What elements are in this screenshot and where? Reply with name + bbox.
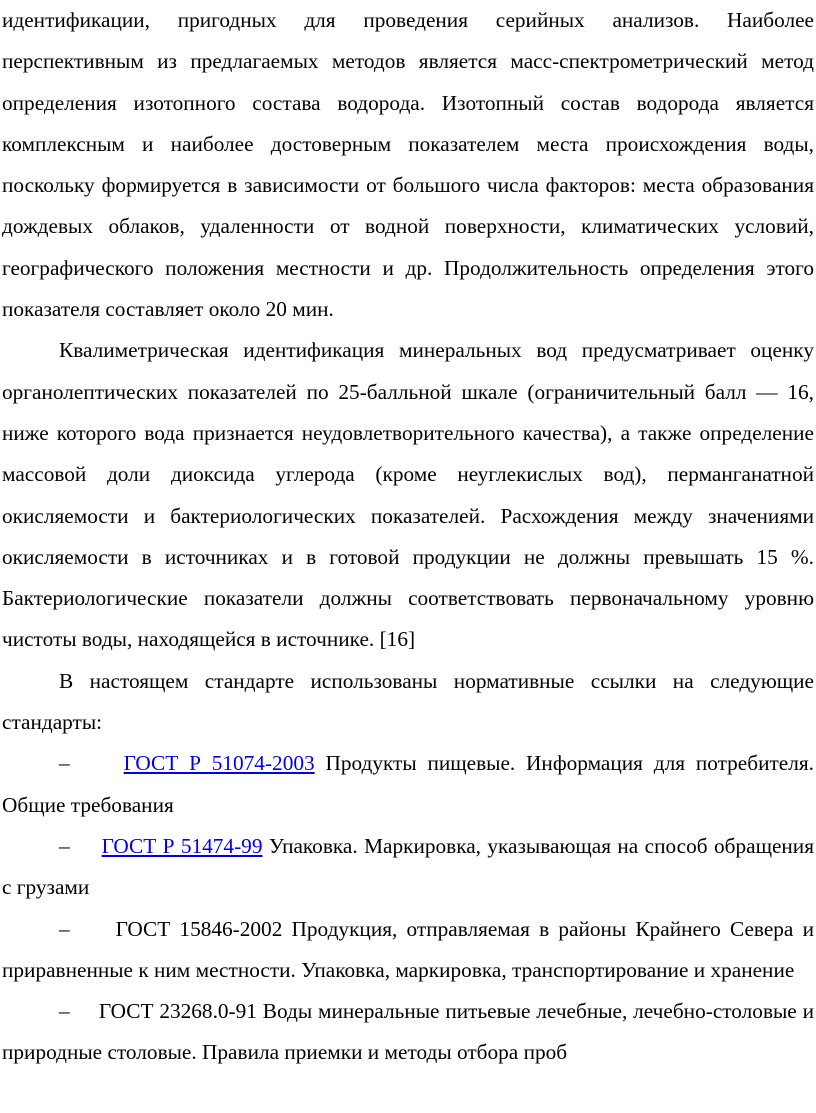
reference-spacer (79, 917, 107, 941)
reference-link-gost-r-51074[interactable]: ГОСТ Р 51074-2003 (123, 751, 315, 776)
reference-title: Продукция, отправляемая в районы Крайнего Севера и приравненные к ним местности. Упаковка, маркировка, транспортирование и хранение (2, 916, 814, 982)
reference-code-gost-15846: ГОСТ 15846-2002 (115, 916, 283, 941)
list-dash: – (59, 999, 70, 1024)
reference-spacer (76, 999, 94, 1023)
reference-code-gost-23268: ГОСТ 23268.0-91 (98, 999, 257, 1024)
reference-item (2, 991, 814, 1074)
reference-link-gost-r-51474[interactable]: ГОСТ Р 51474-99 (101, 833, 263, 858)
paragraph-qualimetric-identification: Квалиметрическая идентификация минеральных вод предусматривает оценку органолептических показателей по 25-балльной шкале (ограничительный балл — 16, ниже которого вода признается неудовлетворительного качества), а также определение массовой доли диоксида углерода (кроме неуглекислых вод), перманганатной окисляемости и бактериологических показателей. Расхождения между значениями окисляемости в источниках и в готовой продукции не должны превышать 15 %. Бактериологические показатели должны соответствовать первоначальному уровню чистоты воды, находящейся в источнике. [16] (2, 338, 814, 652)
paragraph-normative-references-intro: В настоящем стандарте использованы нормативные ссылки на следующие стандарты: (2, 668, 814, 735)
document-page (2, 0, 814, 1074)
reference-item (2, 826, 814, 909)
reference-title: Упаковка. Маркировка, указывающая на способ обращения с грузами (2, 833, 815, 900)
reference-item (2, 909, 814, 992)
reference-item (2, 743, 814, 826)
list-dash: – (59, 751, 70, 776)
list-dash: – (59, 833, 70, 858)
list-dash: – (59, 916, 70, 941)
reference-spacer (76, 834, 95, 858)
reference-title: Продукты пищевые. Информация для потребителя. Общие требования (2, 751, 814, 817)
reference-title: Воды минеральные питьевые лечебные, лечебно-столовые и природные столовые. Правила приемки и методы отбора проб (2, 999, 814, 1065)
reference-spacer (80, 751, 112, 775)
paragraph-hydrogen-isotope-method: идентификации, пригодных для проведения серийных анализов. Наиболее перспективным из предлагаемых методов является масс-спектрометрический метод определения изотопного состава водорода. Изотопный состав водорода является комплексным и наиболее достоверным показателем места происхождения воды, поскольку формируется в зависимости от большого числа факторов: места образования дождевых облаков, удаленности от водной поверхности, климатических условий, географического положения местности и др. Продолжительность определения этого показателя составляет около 20 мин. (2, 8, 814, 322)
